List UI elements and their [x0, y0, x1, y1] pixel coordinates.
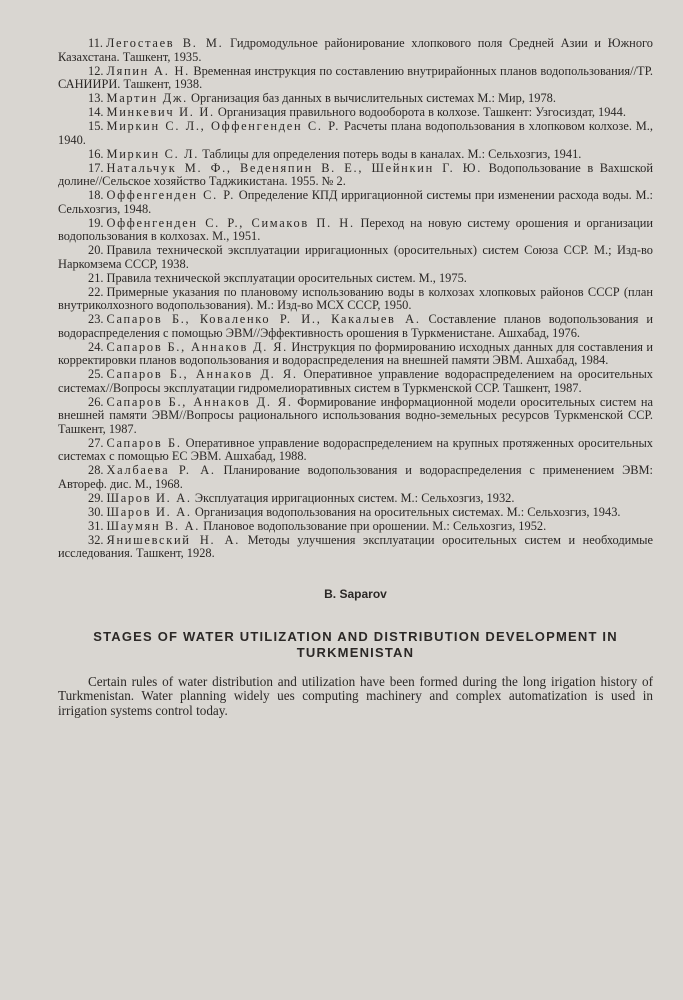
- reference-author: Мартин Дж.: [106, 91, 188, 105]
- article-author: B. Saparov: [324, 586, 387, 601]
- reference-item: [58, 272, 653, 286]
- reference-item: [58, 189, 653, 216]
- reference-item: [58, 396, 653, 437]
- reference-author: Сапаров Б., Аннаков Д. Я.: [106, 367, 298, 381]
- reference-text: Планирование водопользования и водораспределения с применением ЭВМ: Автореф. дис. М., 1968.: [58, 463, 653, 491]
- reference-number: 27.: [88, 435, 104, 450]
- reference-item: [58, 244, 653, 271]
- reference-number: 11.: [88, 36, 104, 50]
- reference-item: [58, 65, 653, 92]
- reference-text: Переход на новую систему орошения и организации водопользования в колхозах. М., 1951.: [58, 215, 653, 243]
- reference-item: [58, 313, 653, 340]
- reference-number: 26.: [88, 394, 104, 409]
- reference-number: 20.: [88, 243, 104, 257]
- reference-author: Оффенгенден С. Р., Симаков П. Н.: [106, 215, 355, 230]
- reference-item: [58, 341, 653, 368]
- reference-text: Правила технической эксплуатации ирригационных (оросительных) систем Союза ССР. М.; Изд-во Наркомзема СССР, 1938.: [58, 243, 653, 271]
- reference-item: [58, 492, 653, 506]
- reference-number: 25.: [88, 367, 104, 381]
- reference-number: 18.: [88, 188, 104, 202]
- reference-item: [58, 106, 653, 120]
- reference-author: Халбаева Р. А.: [106, 463, 216, 477]
- reference-text: Плановое водопользование при орошении. М.: Сельхозгиз, 1952.: [203, 518, 547, 533]
- article-title: STAGES OF WATER UTILIZATION AND DISTRIBUTION DEVELOPMENT IN TURKMENISTAN: [93, 628, 618, 660]
- reference-number: 13.: [88, 91, 104, 105]
- reference-number: 28.: [88, 463, 104, 477]
- reference-text: Определение КПД ирригационной системы при изменении расхода воды. М.: Сельхозгиз, 1948.: [58, 188, 653, 216]
- reference-text: Организация правильного водооборота в колхозе. Ташкент: Узгосиздат, 1944.: [217, 105, 626, 119]
- reference-author: Янишевский Н. А.: [106, 532, 241, 547]
- reference-text: Водопользование в Вахшской долине//Сельское хозяйство Таджикистана. 1955. № 2.: [58, 160, 653, 188]
- reference-author: Легостаев В. М.: [106, 36, 224, 50]
- reference-author: Шаров И. А.: [106, 490, 192, 505]
- reference-number: 31.: [88, 518, 104, 533]
- reference-item: [58, 520, 653, 534]
- reference-item: [58, 534, 653, 561]
- reference-text: Оперативное управление водораспределением на оросительных системах//Вопросы эксплуатации гидромелиоративных систем в Туркменской ССР. Ташкент, 1987.: [58, 367, 653, 395]
- reference-text: Примерные указания по плановому использованию воды в колхозах хлопковых районов СССР (план внутриколхозного водопользования). М.: Изд-во МСХ СССР, 1950.: [58, 284, 653, 312]
- reference-author: Ляпин А. Н.: [106, 63, 190, 78]
- reference-item: [58, 217, 653, 244]
- reference-number: 21.: [88, 270, 104, 285]
- reference-author: Шаров И. А.: [106, 504, 192, 519]
- reference-text: Организация баз данных в вычислительных системах М.: Мир, 1978.: [191, 91, 556, 105]
- reference-item: [58, 148, 653, 162]
- reference-text: Эксплуатация ирригационных систем. М.: Сельхозгиз, 1932.: [194, 490, 515, 505]
- reference-number: 23.: [88, 312, 104, 326]
- reference-author: Миркин С. Л.: [106, 146, 200, 161]
- reference-number: 32.: [88, 532, 104, 547]
- reference-text: Временная инструкция по составлению внутрирайонных планов водопользования//ТР. САНИИРИ. Ташкент, 1938.: [58, 63, 654, 91]
- article-abstract: Certain rules of water distribution and utilization have been formed during the long irigation history of Turkmenistan. Water planning widely ues computing machinery and complex automatization is used in irrigation systems control today.: [58, 673, 653, 718]
- reference-number: 19.: [88, 215, 104, 230]
- reference-text: Гидромодульное районирование хлопкового поля Средней Азии и Южного Казахстана. Ташкент, 1935.: [58, 36, 653, 64]
- reference-number: 22.: [88, 284, 104, 299]
- reference-number: 15.: [88, 119, 104, 133]
- reference-text: Составление планов водопользования и водораспределения с помощью ЭВМ//Эффективность орошения в Туркменистане. Ашхабад, 1976.: [58, 312, 653, 340]
- reference-author: Натальчук М. Ф., Веденяпин В. Е., Шейнкин Г. Ю.: [106, 160, 483, 175]
- reference-item: [58, 464, 653, 491]
- reference-text: Таблицы для определения потерь воды в каналах. М.: Сельхозгиз, 1941.: [202, 146, 582, 161]
- reference-author: Сапаров Б., Аннаков Д. Я.: [106, 339, 288, 354]
- reference-number: 24.: [88, 339, 104, 354]
- reference-text: Инструкция по формированию исходных данных для составления и корректировки планов водопользования и водораспределения на внешней памяти ЭВМ. Ашхабад, 1984.: [58, 339, 653, 367]
- reference-item: [58, 437, 653, 464]
- reference-number: 12.: [88, 63, 104, 78]
- reference-author: Сапаров Б., Коваленко Р. И., Какалыев А.: [106, 312, 421, 326]
- reference-author: Сапаров Б.: [106, 435, 182, 450]
- reference-item: [58, 286, 653, 313]
- reference-item: [58, 506, 653, 520]
- reference-item: [58, 92, 653, 106]
- reference-author: Сапаров Б., Аннаков Д. Я.: [106, 394, 293, 409]
- reference-list: [58, 37, 653, 561]
- reference-text: Расчеты плана водопользования в хлопковом колхозе. М., 1940.: [58, 119, 654, 147]
- reference-item: [58, 37, 653, 64]
- reference-author: Миркин С. Л., Оффенгенден С. Р.: [106, 119, 341, 133]
- reference-item: [58, 368, 653, 395]
- reference-number: 14.: [88, 105, 104, 119]
- reference-author: Оффенгенден С. Р.: [106, 188, 236, 202]
- reference-text: Организация водопользования на оросительных системах. М.: Сельхозгиз, 1943.: [194, 504, 621, 519]
- reference-number: 30.: [88, 504, 104, 519]
- reference-author: Шаумян В. А.: [106, 518, 201, 533]
- reference-item: [58, 162, 653, 189]
- reference-text: Оперативное управление водораспределением на крупных протяженных оросительных системах с помощью ЕС ЭВМ. Ашхабад, 1988.: [58, 435, 653, 463]
- reference-number: 29.: [88, 490, 104, 505]
- reference-text: Формирование информационной модели оросительных систем на внешней памяти ЭВМ//Вопросы рационального использования водно-земельных ресурсов Туркменской ССР. Ташкент, 1987.: [58, 394, 654, 436]
- reference-number: 17.: [88, 160, 104, 175]
- reference-number: 16.: [88, 146, 104, 161]
- reference-text: Правила технической эксплуатации оросительных систем. М., 1975.: [106, 270, 467, 285]
- reference-author: Минкевич И. И.: [106, 105, 215, 119]
- reference-text: Методы улучшения эксплуатации оросительных систем и необходимые исследования. Ташкент, 1928.: [58, 532, 653, 560]
- reference-item: [58, 120, 653, 147]
